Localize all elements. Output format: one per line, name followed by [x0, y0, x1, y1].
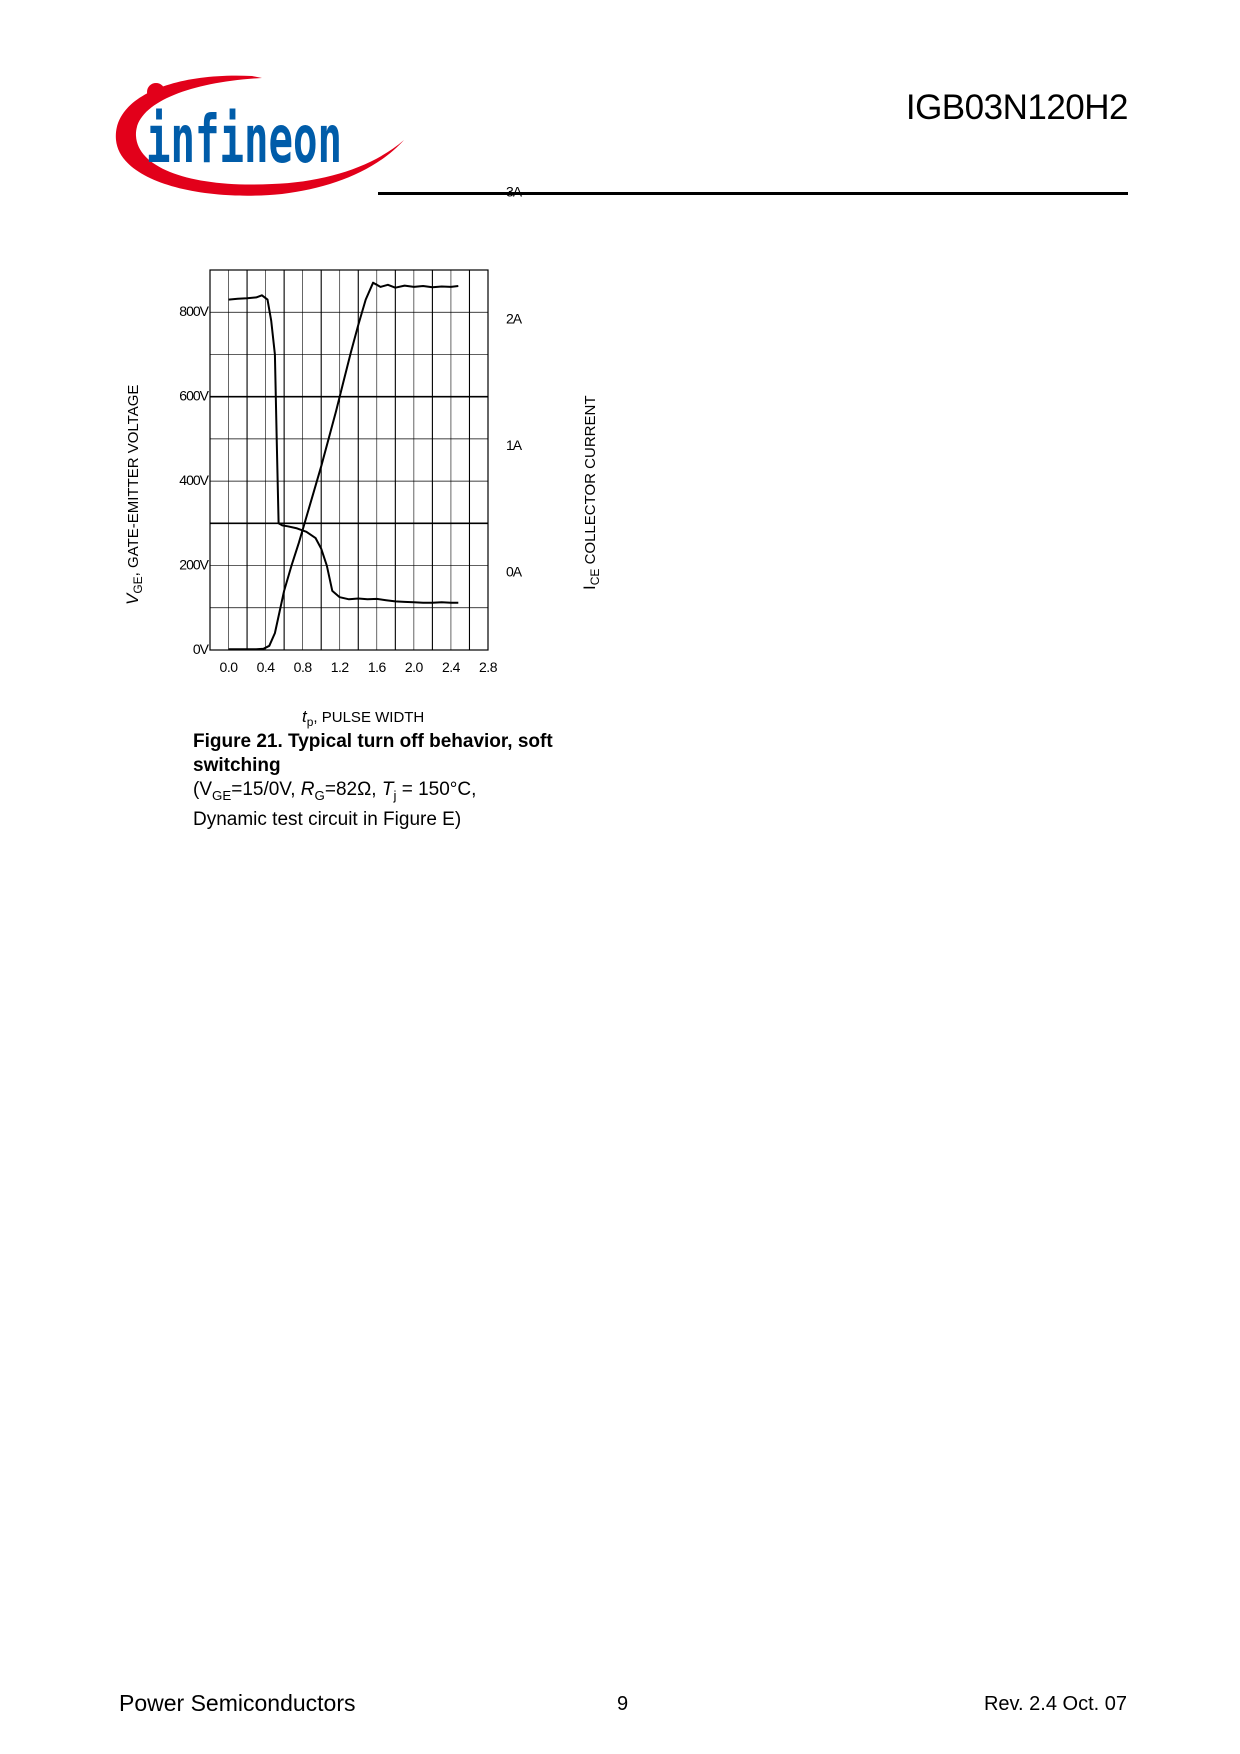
y-right-tick-label: 2A [506, 310, 522, 327]
y-axis-right-label: $I_{CE}$ COLLECTOR CURRENT [580, 395, 602, 590]
figure-caption [193, 730, 623, 832]
x-tick-label: 1.6 [367, 659, 386, 675]
figure-conditions-line2: Dynamic test circuit in Figure E) [193, 808, 462, 830]
y-right-tick-label: 0A [506, 563, 522, 580]
footer-revision: Rev. 2.4 Oct. 07 [983, 1693, 1127, 1715]
chart-ticks [179, 184, 522, 675]
y-right-tick-label: 3A [506, 183, 522, 200]
logo-dot [147, 83, 165, 101]
infineon-logo [112, 70, 412, 202]
y-left-tick-label: 0V [192, 641, 208, 657]
chart-curves [229, 283, 459, 650]
x-tick-label: 0.4 [256, 659, 275, 675]
collector-current-curve [229, 283, 459, 650]
figure-title: Figure 21. Typical turn off behavior, soft switching [193, 731, 553, 776]
x-tick-label: 2.4 [441, 659, 460, 675]
y-left-tick-label: 800V [179, 303, 208, 320]
y-left-tick-label: 600V [179, 387, 208, 404]
document-id: IGB03N120H2 [905, 88, 1128, 127]
figure-conditions: ($V_{GE}=15/0V$, $R_G=82\Omega$, $T_j = 150^\circ C$, [193, 779, 477, 803]
header-rule [378, 192, 1128, 195]
footer-company: Power Semiconductors [119, 1690, 356, 1716]
y-axis-left-label: $V_{GE}$, GATE-EMITTER VOLTAGE [123, 384, 145, 605]
x-axis-label: $t_p$, PULSE WIDTH [302, 707, 425, 729]
gate-emitter-voltage-curve [229, 295, 459, 602]
footer-page-number: 9 [617, 1693, 629, 1715]
x-tick-label: 0.0 [219, 659, 238, 675]
chart-grid [210, 270, 488, 650]
x-tick-label: 0.8 [293, 659, 312, 675]
turn-off-behavior-chart [110, 183, 610, 729]
y-right-tick-label: 1A [506, 437, 522, 453]
plot-frame [210, 270, 488, 650]
x-tick-label: 2.8 [479, 659, 497, 675]
y-left-tick-label: 400V [179, 472, 208, 489]
x-tick-label: 2.0 [404, 659, 423, 675]
logo-wordmark: infineon [146, 101, 342, 178]
y-left-tick-label: 200V [179, 556, 208, 573]
x-tick-label: 1.2 [330, 659, 349, 675]
